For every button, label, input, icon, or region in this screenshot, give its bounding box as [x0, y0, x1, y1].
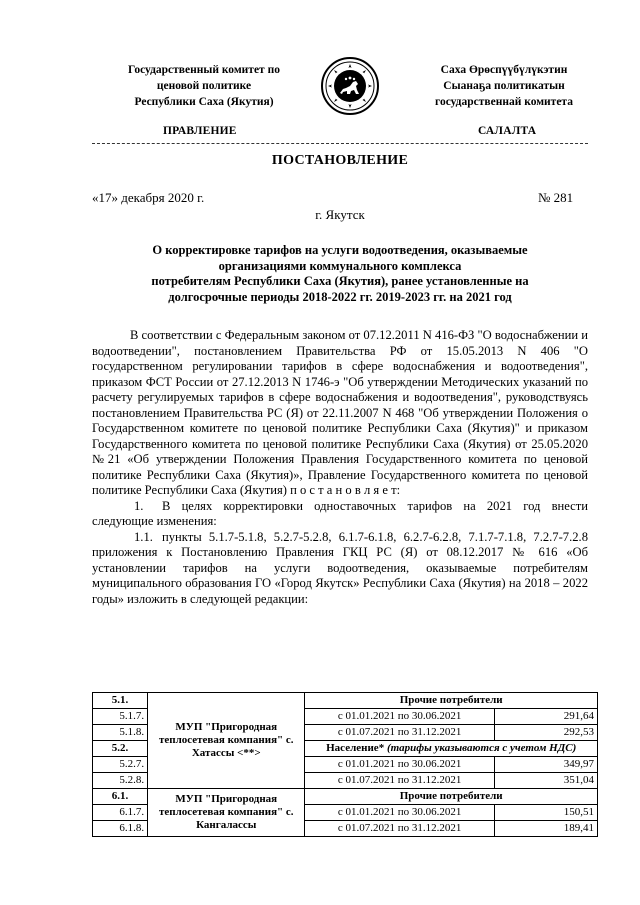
tariff-period: с 01.07.2021 по 31.12.2021 — [305, 773, 494, 789]
tariff-value: 292,53 — [494, 725, 597, 741]
row-code: 5.2.7. — [93, 757, 148, 773]
committee-name-line: Саха Өрөспүүбүлүкэтин — [440, 64, 568, 76]
row-code: 5.1. — [93, 693, 148, 709]
committee-name-ru — [104, 62, 304, 110]
heading-line: долгосрочные периоды 2018-2022 гг. 2019-2023 гг. на 2021 год — [168, 289, 512, 304]
heading-line: потребителям Республики Саха (Якутия), ранее установленные на — [151, 274, 529, 288]
tariff-table — [92, 692, 598, 837]
preamble-paragraph: В соответствии с Федеральным законом от 07.12.2011 N 416-ФЗ "О водоснабжении и водоотведении", постановлением Правительства РФ от 15.05.2013 N 406 "О государственном регулировании тарифов в сфере водоснабжения и водоотведения", приказом ФСТ России от 27.12.2013 N 1746-э "Об утверждении Методических указаний по расчету регулируемых тарифов в сфере водоснабжения и водоотведения", руководствуясь постановлением Правительства РС (Я) от 22.11.2007 N 468 "Об утверждении Положения о Государственном комитете по ценовой политике Республики Саха (Якутия)" и приказом Государственного комитета по ценовой политике Республики Саха (Якутия) от 25.05.2020 №21 «Об утверждении Положения Правления Государственного комитета по ценовой политике Республики Саха (Якутия)», Правление Государственного комитета по ценовой политике Республики Саха (Якутия) п о с т а н о в л я е т: — [92, 328, 588, 497]
item-1-1 — [92, 530, 588, 608]
category-name: Население* — [326, 742, 385, 754]
document-number: № 281 — [538, 190, 574, 205]
committee-name-line: Республики Саха (Якутия) — [134, 96, 274, 108]
consumer-category: Прочие потребители — [305, 789, 598, 805]
document-date: «17» декабря 2020 г. — [92, 190, 205, 205]
committee-name-line: Сыанаҕа политикатын — [443, 80, 565, 92]
row-code: 6.1.8. — [93, 821, 148, 837]
committee-name-line: государственнай комитета — [435, 96, 573, 108]
tariff-value: 351,04 — [494, 773, 597, 789]
item-number: 1. — [134, 498, 144, 513]
republic-emblem-icon — [320, 56, 380, 116]
tariff-period: с 01.01.2021 по 30.06.2021 — [305, 805, 494, 821]
tariff-value: 291,64 — [494, 709, 597, 725]
row-code: 5.2. — [93, 741, 148, 757]
organization-name: МУП "Пригородная теплосетевая компания" с. Кангалассы — [148, 789, 305, 837]
row-code: 6.1.7. — [93, 805, 148, 821]
tariff-value: 349,97 — [494, 757, 597, 773]
row-code: 6.1. — [93, 789, 148, 805]
document-title: ПОСТАНОВЛЕНИЕ — [271, 153, 409, 168]
tariff-period: с 01.01.2021 по 30.06.2021 — [305, 709, 494, 725]
consumer-category — [305, 741, 598, 757]
tariff-period: с 01.07.2021 по 31.12.2021 — [305, 725, 494, 741]
board-label-sakha: САЛАЛТА — [478, 125, 537, 137]
row-code: 5.1.8. — [93, 725, 148, 741]
category-note: (тарифы указываются с учетом НДС) — [386, 742, 577, 754]
heading-line: организациями коммунального комплекса — [218, 258, 462, 273]
tariff-period: с 01.01.2021 по 30.06.2021 — [305, 757, 494, 773]
committee-name-sakha — [404, 62, 604, 110]
table-row — [93, 693, 598, 709]
item-text: пункты 5.1.7-5.1.8, 5.2.7-5.2.8, 6.1.7-6.1.8, 6.2.7-6.2.8, 7.1.7-7.1.8, 7.2.7-7.2.8 приложения к Постановлению Правления ГКЦ РС (Я) от 08.12.2017 № 616 «Об установлении тарифов на услуги водоотведения, оказываемые потребителям муниципального образования ГО «Город Якутск» Республики Саха (Якутия) на 2018 – 2022 годы» изложить в следующей редакции: — [92, 529, 588, 606]
document-heading — [92, 243, 588, 305]
item-1 — [92, 499, 588, 530]
board-label-ru: ПРАВЛЕНИЕ — [163, 125, 237, 137]
tariff-value: 189,41 — [494, 821, 597, 837]
item-number: 1.1. — [134, 529, 153, 544]
row-code: 5.1.7. — [93, 709, 148, 725]
document-body — [92, 328, 588, 607]
heading-line: О корректировке тарифов на услуги водоотведения, оказываемые — [152, 243, 528, 257]
tariff-value: 150,51 — [494, 805, 597, 821]
committee-name-line: Государственный комитет по — [128, 64, 280, 76]
consumer-category: Прочие потребители — [305, 693, 598, 709]
header-divider — [92, 143, 588, 144]
item-text: В целях корректировки одноставочных тарифов на 2021 год внести следующие изменения: — [92, 498, 588, 528]
document-city: г. Якутск — [315, 207, 365, 222]
row-code: 5.2.8. — [93, 773, 148, 789]
table-row — [93, 789, 598, 805]
committee-name-line: ценовой политике — [156, 80, 252, 92]
tariff-period: с 01.07.2021 по 31.12.2021 — [305, 821, 494, 837]
organization-name: МУП "Пригородная теплосетевая компания" с. Хатассы <**> — [148, 693, 305, 789]
